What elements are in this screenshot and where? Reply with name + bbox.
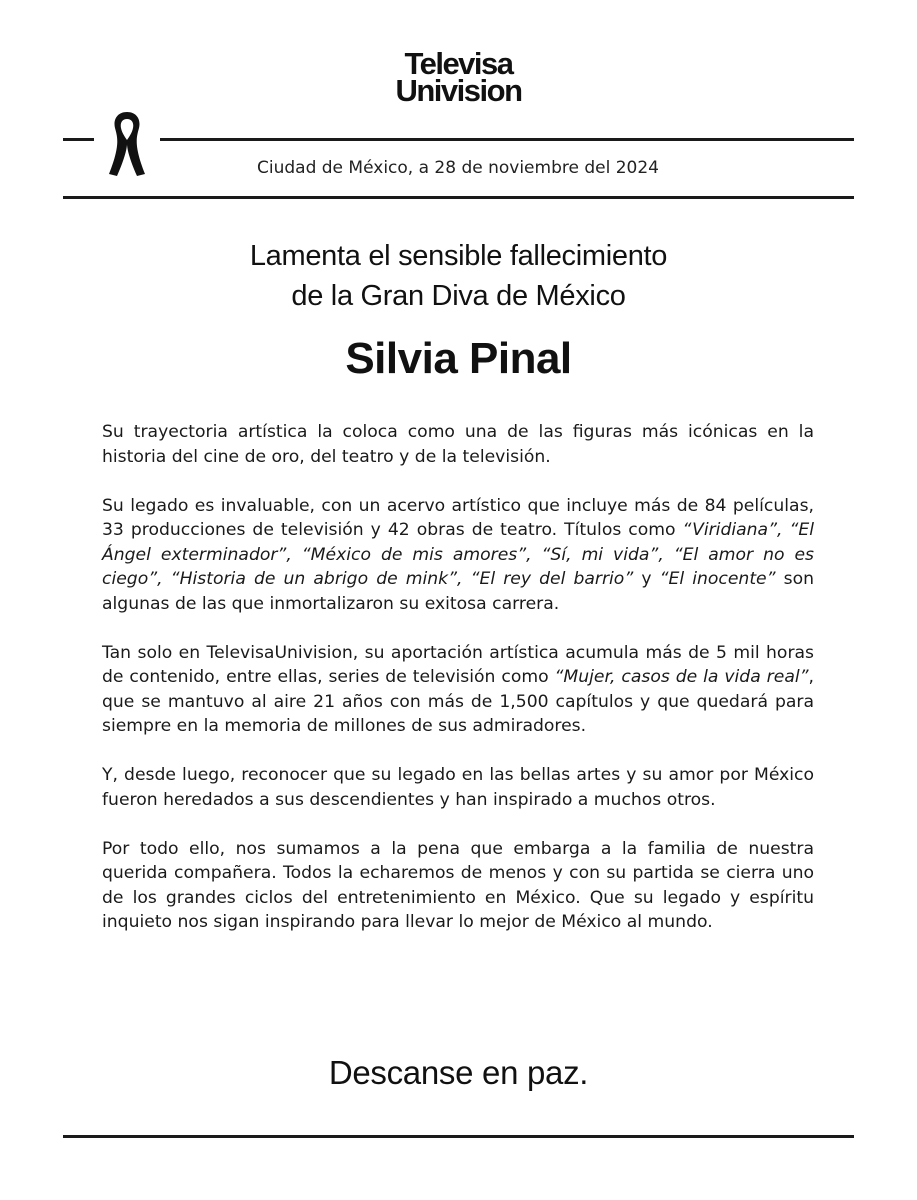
headline-line-1: Lamenta el sensible fallecimiento [249, 240, 668, 272]
paragraph-1: Su trayectoria artística la coloca como una de las figuras más icónicas en la historia del cine de oro, del teatro y de la televisión. [102, 422, 814, 467]
logo-line-1: Televisa [404, 46, 513, 81]
paragraph-3 [102, 641, 814, 739]
top-divider [63, 138, 854, 141]
bottom-divider [63, 1135, 854, 1138]
logo-line-2: Univision [395, 73, 522, 108]
headline-line-2: de la Gran Diva de México [291, 280, 626, 312]
header-divider [63, 196, 854, 199]
mourning-ribbon-icon [94, 106, 160, 182]
televisaunivision-logo [0, 46, 917, 108]
paragraph-2-text-a: Su legado es invaluable, con un acervo artístico que incluye más de 84 películas, 33 producciones de televisión y 42 obras de teatro. Títulos como [102, 495, 814, 540]
paragraph-3-text-b: , que se mantuvo al aire 21 años con más de 1,500 capítulos y que quedará para siempre en la memoria de millones de sus admiradores. [102, 667, 814, 736]
paragraph-4: Y, desde luego, reconocer que su legado en las bellas artes y su amor por México fueron heredados a sus descendientes y han inspirado a muchos otros. [102, 765, 814, 810]
paragraph-3-text-a: Tan solo en TelevisaUnivision, su aportación artística acumula más de 5 mil horas de contenido, entre ellas, series de televisión como [102, 642, 814, 687]
closing-line: Descanse en paz. [328, 1054, 589, 1091]
paragraph-5: Por todo ello, nos sumamos a la pena que embarga a la familia de nuestra querida compañera. Todos la echaremos de menos y con su partida se cierra uno de los grandes ciclos del entretenimiento en México. Que su legado y espíritu inquieto nos sigan inspirando para llevar lo mejor de México al mundo. [102, 838, 814, 932]
paragraph-2 [102, 494, 814, 617]
dateline: Ciudad de México, a 28 de noviembre del 2024 [257, 158, 659, 178]
headline [0, 236, 917, 316]
paragraph-2-text-c: son algunas de las que inmortalizaron su exitosa carrera. [102, 569, 814, 614]
paragraph-3-title: “Mujer, casos de la vida real” [554, 667, 809, 687]
paragraph-2-title-last: “El inocente” [659, 569, 776, 589]
honoree-name: Silvia Pinal [345, 334, 572, 383]
statement-body [102, 420, 814, 959]
paragraph-2-titles: “Viridiana”, “El Ángel exterminador”, “México de mis amores”, “Sí, mi vida”, “El amor no es ciego”, “Historia de un abrigo de mink”, “El rey del barrio” [102, 520, 814, 589]
paragraph-2-text-b: y [633, 569, 660, 589]
